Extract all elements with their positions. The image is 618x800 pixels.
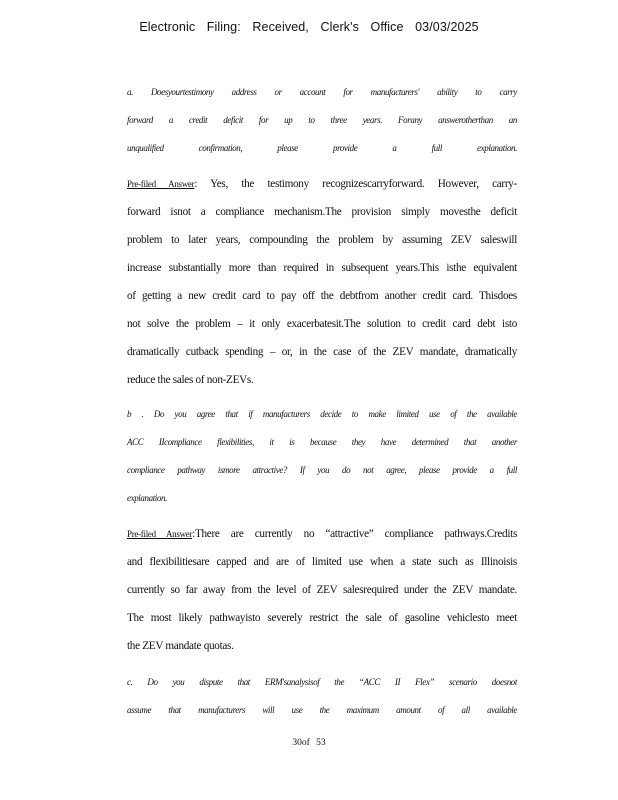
- question-b-line-1: b . Do you agree that if manufacturers decide to make limited use of the available: [127, 409, 517, 419]
- answer-b-line-1-text: :There are currently no “attractive” compliance pathways.Credits: [192, 528, 517, 540]
- answer-b-line-1: [127, 527, 517, 555]
- answer-b-line-4: The most likely pathwayisto severely restrict the sale of gasoline vehiclesto meet: [127, 612, 517, 624]
- question-b-line-3: compliance pathway ismore attractive? If you do not agree, please provide a full: [127, 465, 517, 475]
- question-c-line-2: assume that manufacturers will use the maximum amount of all available: [127, 705, 517, 715]
- answer-b-line-2: and flexibilitiesare capped and are of limited use when a state such as Illinoisis: [127, 556, 517, 568]
- question-b-line-4: explanation.: [127, 493, 167, 503]
- answer-a-line-6: not solve the problem – it only exacerbatesit.The solution to credit card debt isto: [127, 318, 517, 330]
- question-a-line-1: a. Doesyourtestimony address or account for manufacturers' ability to carry: [127, 87, 517, 97]
- answer-b: [127, 527, 517, 667]
- answer-b-line-3: currently so far away from the level of ZEV salesrequired under the ZEV mandate.: [127, 584, 517, 596]
- answer-b-line-5: the ZEV mandate quotas.: [127, 640, 234, 652]
- answer-a-line-7: dramatically cutback spending – or, in the case of the ZEV mandate, dramatically: [127, 346, 517, 358]
- answer-a-line-5: of getting a new credit card to pay off the debtfrom another credit card. Thisdoes: [127, 290, 517, 302]
- question-a-line-2: forward a credit deficit for up to three years. Forany answerotherthan an: [127, 115, 517, 125]
- answer-a-line-1-text: : Yes, the testimony recognizescarryforward. However, carry-: [194, 178, 517, 190]
- answer-a-line-3: problem to later years, compounding the problem by assuming ZEV saleswill: [127, 234, 517, 246]
- answer-a-line-1: [127, 177, 517, 205]
- prefilled-answer-label: Pre-filed Answer: [127, 179, 195, 189]
- page-number: 30of 53: [292, 738, 326, 748]
- question-a-line-3: unqualified confirmation, please provide a full explanation.: [127, 143, 517, 153]
- answer-a-line-4: increase substantially more than required in subsequent years.This isthe equivalent: [127, 262, 517, 274]
- question-b-line-2: ACC IIcompliance flexibilities, it is because they have determined that another: [127, 437, 517, 447]
- answer-a-line-8: reduce the sales of non-ZEVs.: [127, 374, 254, 386]
- prefilled-answer-label: Pre-filed Answer: [127, 529, 193, 539]
- question-c: [127, 676, 517, 732]
- filing-stamp: Electronic Filing: Received, Clerk's Office 03/03/2025: [139, 20, 479, 34]
- answer-a-line-2: forward isnot a compliance mechanism.The provision simply movesthe deficit: [127, 206, 517, 218]
- question-b: [127, 408, 517, 520]
- answer-a: [127, 177, 517, 401]
- question-c-line-1: c. Do you dispute that ERM'sanalysisof the “ACC II Flex” scenario doesnot: [127, 677, 517, 687]
- question-a: [127, 86, 517, 170]
